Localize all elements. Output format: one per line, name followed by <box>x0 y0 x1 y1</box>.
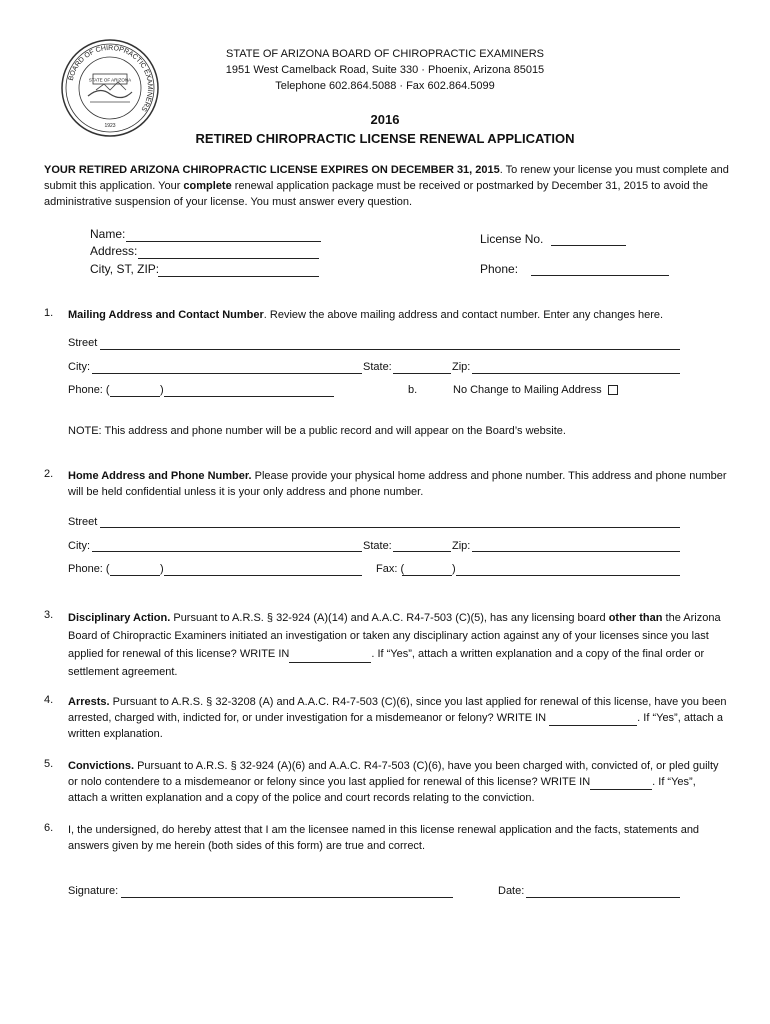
q1-phone-close-paren: ) <box>160 384 164 396</box>
intro-paragraph: YOUR RETIRED ARIZONA CHIROPRACTIC LICENSE EXPIRES ON DECEMBER 31, 2015. To renew your license you must complete and submit this application. Your complete renewal application package must be received or postmarked by December 31, 2015 to avoid the administrative suspension of your license. You must answer every question. <box>44 164 729 208</box>
q2-zip-field[interactable] <box>472 551 680 552</box>
q5-write-in-field[interactable] <box>590 777 652 790</box>
date-label: Date: <box>498 885 525 897</box>
svg-text:1923: 1923 <box>104 123 116 129</box>
license-number-field[interactable] <box>551 245 626 246</box>
question-6-text: I, the undersigned, do hereby attest that I am the licensee named in this license renewal application and the facts, statements and answers given by me herein (both sides of this form) are true and correct. <box>68 824 700 852</box>
q1-street-field[interactable] <box>100 349 680 350</box>
form-title: RETIRED CHIROPRACTIC LICENSE RENEWAL APPLICATION <box>195 131 575 146</box>
q2-city-field[interactable] <box>92 551 362 552</box>
q2-fax-number-field[interactable] <box>456 575 680 576</box>
city-st-zip-field[interactable] <box>158 276 319 277</box>
license-number-label: License No. <box>480 232 544 246</box>
board-address: 1951 West Camelback Road, Suite 330 · Phoenix, Arizona 85015 <box>225 64 545 76</box>
q2-phone-close-paren: ) <box>160 563 164 575</box>
q2-fax-area-code-field[interactable] <box>402 575 452 576</box>
board-phone: Telephone 602.864.5088 · Fax 602.864.5099 <box>275 80 495 92</box>
address-label: Address: <box>90 244 138 258</box>
q2-fax-label: Fax: ( <box>376 563 405 575</box>
q2-state-field[interactable] <box>393 551 451 552</box>
q1-phone-label: Phone: ( <box>68 384 110 396</box>
q1-city-label: City: <box>68 361 90 373</box>
q2-street-label: Street <box>68 516 98 528</box>
q2-state-label: State: <box>363 540 392 552</box>
q2-street-field[interactable] <box>100 527 680 528</box>
q4-write-in-field[interactable] <box>549 713 637 726</box>
q1-zip-label: Zip: <box>452 361 471 373</box>
question-2-number: 2. <box>44 468 54 480</box>
q2-phone-area-code-field[interactable] <box>110 575 160 576</box>
question-1-number: 1. <box>44 307 54 319</box>
q2-zip-label: Zip: <box>452 540 471 552</box>
q1-zip-field[interactable] <box>472 373 680 374</box>
address-field[interactable] <box>138 258 319 259</box>
q2-phone-label: Phone: ( <box>68 563 110 575</box>
question-3-text: Disciplinary Action. Pursuant to A.R.S. § 32-924 (A)(14) and A.A.C. R4-7-503 (C)(5), has any licensing board other than the Arizona Board of Chiropractic Examiners initiated an investigation or taken any disciplinary action against any of your licenses since you last applied for renewal of this license? WRITE IN . If “Yes”, attach a written explanation and a copy of the final order or settlement agreement. <box>68 612 721 678</box>
name-label: Name: <box>90 227 126 241</box>
board-name: STATE OF ARIZONA BOARD OF CHIROPRACTIC EXAMINERS <box>225 48 545 60</box>
question-3-number: 3. <box>44 609 54 621</box>
q1-city-field[interactable] <box>92 373 362 374</box>
city-st-zip-label: City, ST, ZIP: <box>90 262 160 276</box>
question-6-number: 6. <box>44 822 54 834</box>
q1-street-label: Street <box>68 337 98 349</box>
q1-note: NOTE: This address and phone number will be a public record and will appear on the Board’s website. <box>68 425 566 437</box>
q1-b-label: b. <box>408 384 418 396</box>
q3-write-in-field[interactable] <box>289 650 371 663</box>
no-change-label: No Change to Mailing Address <box>453 384 602 396</box>
q2-city-label: City: <box>68 540 90 552</box>
signature-label: Signature: <box>68 885 119 897</box>
q1-state-field[interactable] <box>393 373 451 374</box>
date-field[interactable] <box>526 897 680 898</box>
q1-phone-number-field[interactable] <box>164 396 334 397</box>
no-change-mailing-address <box>453 384 618 396</box>
question-5-number: 5. <box>44 758 54 770</box>
q1-state-label: State: <box>363 361 392 373</box>
q1-phone-area-code-field[interactable] <box>110 396 160 397</box>
question-1-text: Mailing Address and Contact Number. Review the above mailing address and contact number. Enter any changes here. <box>68 309 664 321</box>
name-field[interactable] <box>126 241 321 242</box>
phone-field[interactable] <box>531 275 669 276</box>
signature-field[interactable] <box>121 897 453 898</box>
question-5-text: Convictions. Pursuant to A.R.S. § 32-924 (A)(6) and A.A.C. R4-7-503 (C)(6), have you been charged with, convicted of, or pled guilty or nolo contendere to a misdemeanor or felony since you last applied for renewal of this license? WRITE IN . If “Yes”, attach a written explanation and a copy of the police and court records relating to the conviction. <box>68 760 719 804</box>
question-4-text: Arrests. Pursuant to A.R.S. § 32-3208 (A) and A.A.C. R4-7-503 (C)(6), since you last applied for renewal of this license, have you been arrested, charged with, indicted for, or under investigation for a misdemeanor or felony? WRITE IN . If “Yes”, attach a written explanation. <box>68 696 727 740</box>
form-year: 2016 <box>370 112 400 127</box>
question-4-number: 4. <box>44 694 54 706</box>
svg-text:STATE OF ARIZONA: STATE OF ARIZONA <box>88 77 132 83</box>
phone-label: Phone: <box>480 262 519 276</box>
q2-fax-close-paren: ) <box>452 563 456 575</box>
q2-phone-number-field[interactable] <box>164 575 362 576</box>
question-2-text: Home Address and Phone Number. Please provide your physical home address and phone number. This address and phone number will be held confidential unless it is your only address and phone number. <box>68 470 727 498</box>
svg-text:BOARD OF CHIROPRACTIC EXAMINER: BOARD OF CHIROPRACTIC EXAMINERS <box>67 44 154 113</box>
no-change-checkbox[interactable] <box>608 385 618 395</box>
